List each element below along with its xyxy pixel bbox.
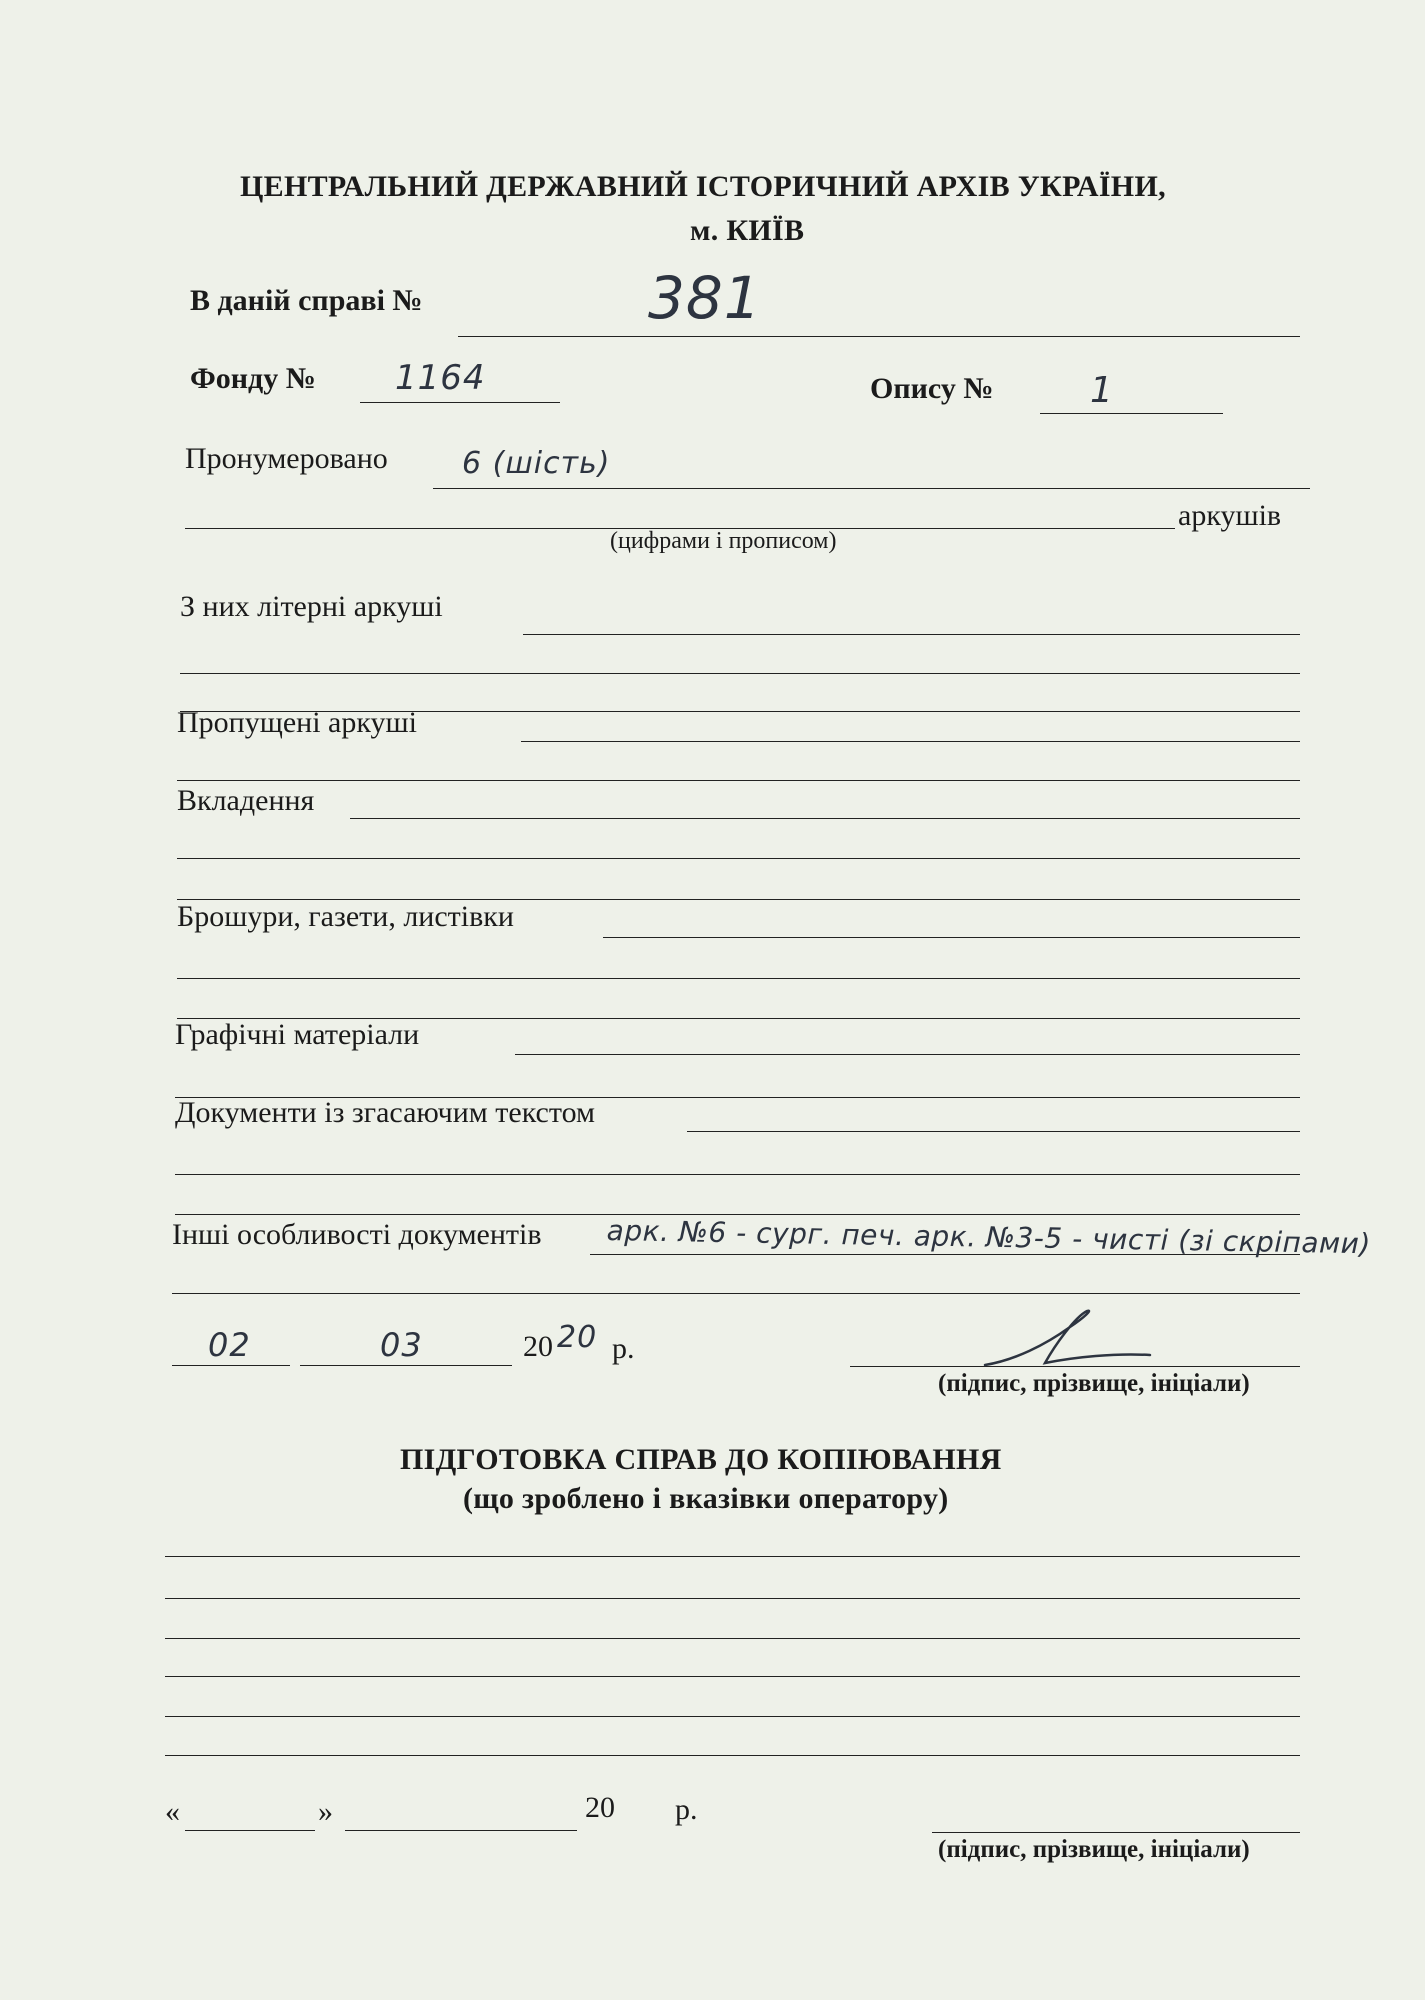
date1-day-line	[172, 1365, 290, 1366]
section2-line-4	[165, 1676, 1300, 1677]
letter-sheets-line-2	[180, 673, 1300, 674]
signature-mark	[975, 1305, 1155, 1375]
inserts-line-1	[350, 818, 1300, 819]
graphics-label: Графічні матеріали	[175, 1018, 420, 1051]
signature-hint-2: (підпис, прізвище, ініціали)	[938, 1836, 1250, 1863]
case-number-line	[458, 336, 1300, 337]
inventory-label: Опису №	[870, 372, 994, 405]
date1-year-suffix: 20	[557, 1320, 598, 1355]
archive-city: м. КИЇВ	[690, 214, 805, 247]
fund-line	[360, 402, 560, 403]
skipped-sheets-label: Пропущені аркуші	[177, 706, 417, 739]
date2-year-prefix: 20	[585, 1791, 615, 1824]
case-number-label: В даній справі №	[190, 284, 423, 317]
other-features-line-2	[172, 1293, 1300, 1294]
numbered-hint: (цифрами і прописом)	[610, 528, 837, 554]
other-features-value: арк. №6 - сург. печ. арк. №3-5 - чисті (зі скріпами)	[606, 1214, 1372, 1261]
numbered-value: 6 (шість)	[462, 446, 611, 481]
fund-label: Фонду №	[190, 362, 316, 395]
numbered-label: Пронумеровано	[185, 442, 388, 475]
case-number-value: 381	[648, 264, 762, 332]
date1-day: 02	[208, 1326, 251, 1364]
archive-name: ЦЕНТРАЛЬНИЙ ДЕРЖАВНИЙ ІСТОРИЧНИЙ АРХІВ УКРАЇНИ,	[240, 170, 1166, 203]
fading-text-line-2	[175, 1174, 1300, 1175]
date1-r: р.	[612, 1332, 635, 1365]
fading-text-line-1	[687, 1131, 1300, 1132]
date1-year-prefix: 20	[523, 1330, 553, 1363]
date2-day-line	[185, 1830, 315, 1831]
brochures-line-2	[177, 978, 1300, 979]
letter-sheets-label: З них літерні аркуші	[180, 590, 443, 623]
fading-text-label: Документи із згасаючим текстом	[175, 1096, 595, 1129]
section2-line-1	[165, 1556, 1300, 1557]
skipped-sheets-line-1	[521, 741, 1300, 742]
brochures-label: Брошури, газети, листівки	[177, 900, 514, 933]
section2-subtitle: (що зроблено і вказівки оператору)	[463, 1482, 949, 1515]
signature-line-2	[932, 1832, 1300, 1833]
date1-month-line	[300, 1365, 512, 1366]
date2-close-quote: »	[318, 1795, 333, 1828]
section2-line-2	[165, 1598, 1300, 1599]
graphics-line-1	[515, 1054, 1300, 1055]
date2-month-line	[345, 1830, 577, 1831]
section2-line-5	[165, 1716, 1300, 1717]
brochures-line-1	[603, 937, 1300, 938]
section2-line-6	[165, 1755, 1300, 1756]
other-features-label: Інші особливості документів	[172, 1218, 542, 1251]
skipped-sheets-line-2	[177, 780, 1300, 781]
section2-title: ПІДГОТОВКА СПРАВ ДО КОПІЮВАННЯ	[400, 1443, 1002, 1476]
numbered-suffix: аркушів	[1178, 499, 1282, 532]
signature-hint-1: (підпис, прізвище, ініціали)	[938, 1370, 1250, 1397]
inventory-line	[1040, 413, 1223, 414]
fund-value: 1164	[395, 358, 486, 398]
date2-r: р.	[675, 1793, 698, 1826]
inserts-label: Вкладення	[177, 784, 315, 817]
date2-open-quote: «	[165, 1795, 180, 1828]
date1-month: 03	[380, 1326, 423, 1364]
inventory-value: 1	[1090, 370, 1114, 411]
section2-line-3	[165, 1638, 1300, 1639]
letter-sheets-line-1	[523, 634, 1300, 635]
numbered-line-1	[433, 488, 1310, 489]
fading-text-line-3	[175, 1214, 1300, 1215]
inserts-line-2	[177, 858, 1300, 859]
